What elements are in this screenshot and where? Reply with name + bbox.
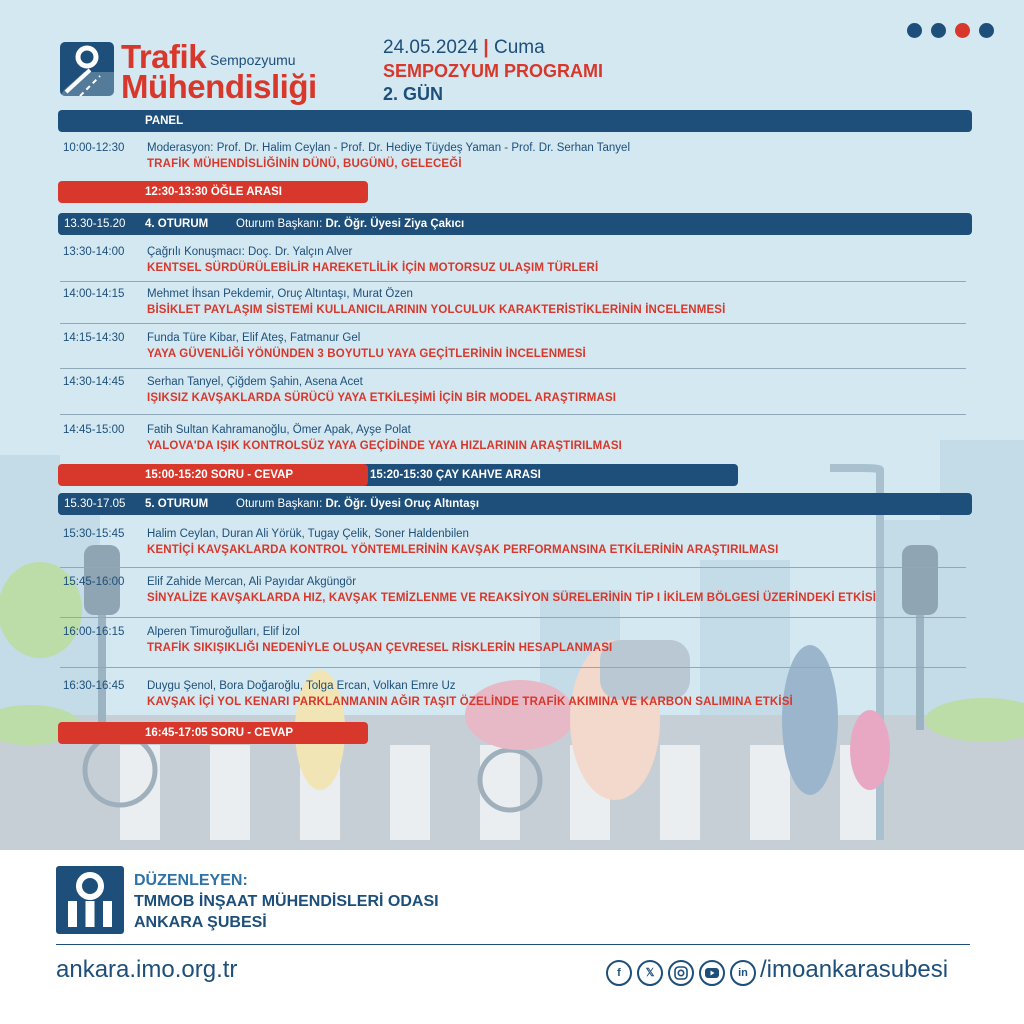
qa-break-bar bbox=[58, 464, 368, 486]
footer-divider bbox=[56, 944, 970, 945]
logo-subtitle: Sempozyumu bbox=[210, 52, 296, 68]
imo-logo-icon bbox=[56, 866, 124, 934]
chair-name: Dr. Öğr. Üyesi Oruç Altıntaşı bbox=[325, 498, 480, 510]
instagram-icon[interactable] bbox=[668, 960, 694, 986]
talk-time: 14:30-14:45 bbox=[63, 376, 125, 388]
date-value: 24.05.2024 bbox=[383, 37, 479, 58]
website-link[interactable]: ankara.imo.org.tr bbox=[56, 956, 238, 983]
organizer-label: DÜZENLEYEN: bbox=[134, 872, 248, 889]
session5-chair bbox=[236, 493, 479, 515]
logo-title-line2: Mühendisliği bbox=[121, 68, 317, 105]
row-divider bbox=[60, 567, 966, 568]
talk-title: YALOVA'DA IŞIK KONTROLSÜZ YAYA GEÇİDİNDE YAYA HIZLARININ ARAŞTIRILMASI bbox=[147, 440, 623, 452]
session4-time: 13.30-15.20 bbox=[64, 218, 126, 230]
decor-dot-icon bbox=[979, 23, 994, 38]
session4-bar bbox=[58, 213, 972, 235]
organizer-branch: ANKARA ŞUBESİ bbox=[134, 914, 267, 931]
organizer-name: TMMOB İNŞAAT MÜHENDİSLERİ ODASI bbox=[134, 893, 439, 910]
session5-name: 5. OTURUM bbox=[145, 498, 209, 510]
row-divider bbox=[60, 414, 966, 415]
panel-title: TRAFİK MÜHENDİSLİĞİNİN DÜNÜ, BUGÜNÜ, GELECEĞİ bbox=[147, 158, 462, 170]
talk-time: 14:15-14:30 bbox=[63, 332, 125, 344]
talk-time: 15:30-15:45 bbox=[63, 528, 125, 540]
talk-authors: Funda Türe Kibar, Elif Ateş, Fatmanur Gel bbox=[147, 332, 361, 344]
logo-title-line1: Trafik bbox=[121, 38, 207, 75]
talk-authors: Mehmet İhsan Pekdemir, Oruç Altıntaşı, Murat Özen bbox=[147, 288, 413, 300]
talk-title: BİSİKLET PAYLAŞIM SİSTEMİ KULLANICILARININ YOLCULUK KARAKTERİSTİKLERİNİN İNCELENMESİ bbox=[147, 304, 726, 316]
row-divider bbox=[60, 281, 966, 282]
chair-label: Oturum Başkanı: bbox=[236, 498, 323, 510]
coffee-break-bar bbox=[340, 464, 738, 486]
talk-title: YAYA GÜVENLİĞİ YÖNÜNDEN 3 BOYUTLU YAYA GEÇİTLERİNİN İNCELENMESİ bbox=[147, 348, 586, 360]
decor-dot-icon bbox=[907, 23, 922, 38]
session5-time: 15.30-17.05 bbox=[64, 498, 126, 510]
panel-moderators bbox=[147, 142, 630, 154]
talk-title: IŞIKSIZ KAVŞAKLARDA SÜRÜCÜ YAYA ETKİLEŞİMİ İÇİN BİR MODEL ARAŞTIRMASI bbox=[147, 392, 617, 404]
lunch-break-bar bbox=[58, 181, 368, 203]
talk-time: 15:45-16:00 bbox=[63, 576, 125, 588]
qa-break-label: 15:00-15:20 SORU - CEVAP bbox=[145, 469, 294, 481]
qa-break-bar bbox=[58, 722, 368, 744]
row-divider bbox=[60, 368, 966, 369]
session4-name: 4. OTURUM bbox=[145, 218, 209, 230]
panel-time: 10:00-12:30 bbox=[63, 142, 125, 154]
session4-chair bbox=[236, 213, 464, 235]
talk-title: TRAFİK SIKIŞIKLIĞI NEDENİYLE OLUŞAN ÇEVRESEL RİSKLERİN HESAPLANMASI bbox=[147, 642, 613, 654]
facebook-icon[interactable]: f bbox=[606, 960, 632, 986]
talk-authors: Elif Zahide Mercan, Ali Payıdar Akgüngör bbox=[147, 576, 357, 588]
talk-title: SİNYALİZE KAVŞAKLARDA HIZ, KAVŞAK TEMİZLENME VE REAKSİYON SÜRELERİNİN TİP I İKİLEM BÖLGESİ ÜZERİNDEKİ ETKİSİ bbox=[147, 592, 877, 604]
weekday: Cuma bbox=[493, 37, 545, 58]
chair-label: Oturum Başkanı: bbox=[236, 218, 323, 230]
event-date bbox=[383, 37, 545, 59]
date-separator: | bbox=[483, 37, 489, 58]
day-label: 2. GÜN bbox=[383, 84, 444, 104]
talk-authors: Duygu Şenol, Bora Doğaroğlu, Tolga Ercan, Volkan Emre Uz bbox=[147, 680, 456, 692]
decor-dot-icon bbox=[931, 23, 946, 38]
talk-authors: Alperen Timuroğulları, Elif İzol bbox=[147, 626, 300, 638]
talk-authors: Çağrılı Konuşmacı: Doç. Dr. Yalçın Alver bbox=[147, 246, 353, 258]
social-handle[interactable]: /imoankarasubesi bbox=[760, 956, 949, 983]
decor-dot-icon bbox=[955, 23, 970, 38]
x-icon[interactable]: 𝕏 bbox=[637, 960, 663, 986]
talk-authors: Serhan Tanyel, Çiğdem Şahin, Asena Acet bbox=[147, 376, 363, 388]
talk-title: KAVŞAK İÇİ YOL KENARI PARKLANMANIN AĞIR TAŞIT ÖZELİNDE TRAFİK AKIMINA VE KARBON SALIMINA ETKİSİ bbox=[147, 696, 793, 708]
talk-authors: Fatih Sultan Kahramanoğlu, Ömer Apak, Ayşe Polat bbox=[147, 424, 411, 436]
row-divider bbox=[60, 323, 966, 324]
talk-time: 16:30-16:45 bbox=[63, 680, 125, 692]
talk-authors: Halim Ceylan, Duran Ali Yörük, Tugay Çelik, Soner Haldenbilen bbox=[147, 528, 469, 540]
coffee-break-label: 15:20-15:30 ÇAY KAHVE ARASI bbox=[370, 469, 541, 481]
chair-name: Dr. Öğr. Üyesi Ziya Çakıcı bbox=[325, 218, 465, 230]
panel-label: PANEL bbox=[145, 115, 184, 127]
lunch-break-label: 12:30-13:30 ÖĞLE ARASI bbox=[145, 186, 282, 198]
program-title: SEMPOZYUM PROGRAMI bbox=[383, 61, 604, 81]
symposium-logo-icon bbox=[60, 42, 114, 96]
row-divider bbox=[60, 617, 966, 618]
moderators-names: Prof. Dr. Halim Ceylan - Prof. Dr. Hediye Tüydeş Yaman - Prof. Dr. Serhan Tanyel bbox=[216, 142, 631, 154]
qa-break-label: 16:45-17:05 SORU - CEVAP bbox=[145, 727, 294, 739]
talk-title: KENTSEL SÜRDÜRÜLEBİLİR HAREKETLİLİK İÇİN MOTORSUZ ULAŞIM TÜRLERİ bbox=[147, 262, 599, 274]
session5-bar bbox=[58, 493, 972, 515]
talk-time: 13:30-14:00 bbox=[63, 246, 125, 258]
talk-time: 14:45-15:00 bbox=[63, 424, 125, 436]
youtube-icon[interactable] bbox=[699, 960, 725, 986]
talk-time: 16:00-16:15 bbox=[63, 626, 125, 638]
row-divider bbox=[60, 667, 966, 668]
talk-title: KENTİÇİ KAVŞAKLARDA KONTROL YÖNTEMLERİNİN KAVŞAK PERFORMANSINA ETKİLERİNİN ARAŞTIRILMASI bbox=[147, 544, 779, 556]
linkedin-icon[interactable]: in bbox=[730, 960, 756, 986]
talk-time: 14:00-14:15 bbox=[63, 288, 125, 300]
panel-bar bbox=[58, 110, 972, 132]
moderation-label: Moderasyon: bbox=[147, 142, 214, 154]
